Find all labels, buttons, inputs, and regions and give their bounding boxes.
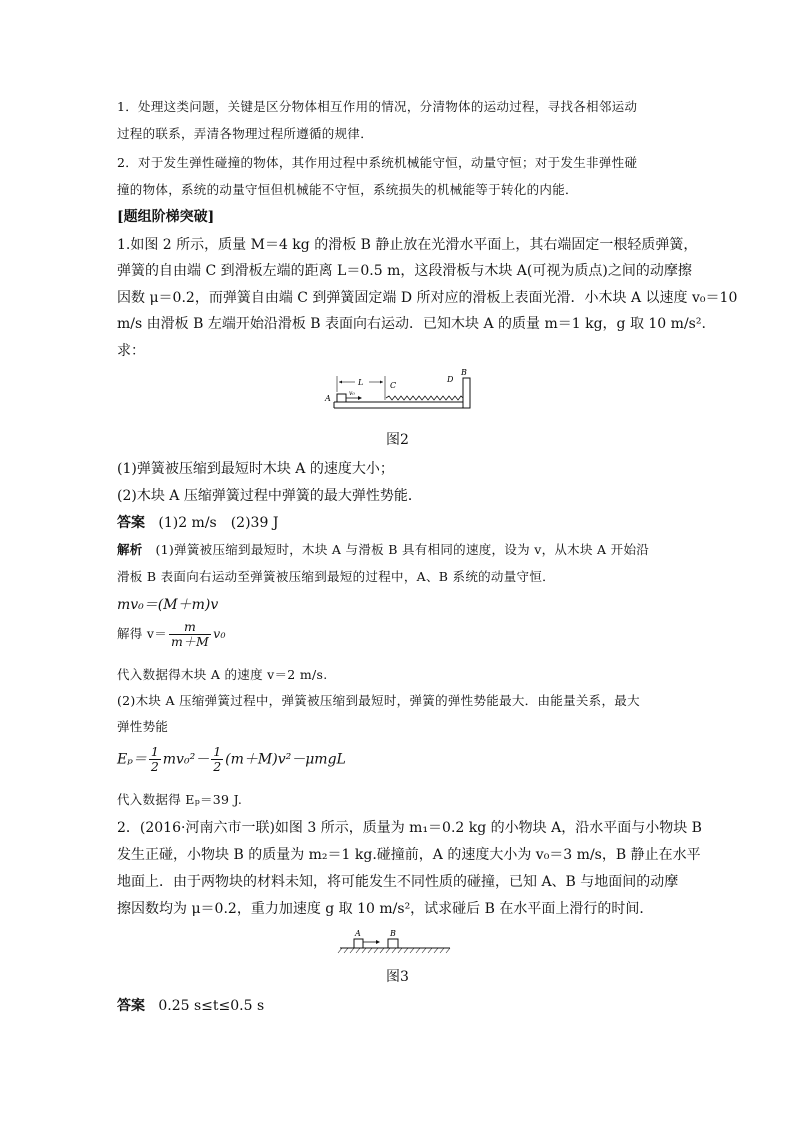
eq3-fraction-1 [149,745,161,774]
eq2-prefix: 解得 v＝ [117,626,168,641]
fig2-label-C: C [390,381,397,390]
eq3-frac1-den: 2 [150,759,159,774]
q1-analysis2-line2: 弹性势能 [117,719,169,734]
fig2-label-L: L [358,378,364,387]
q2-answer-label: 答案 [117,998,145,1014]
figure-3-diagram [336,926,456,958]
eq2-denominator: m＋M [171,634,210,649]
q1-line5: 求： [117,343,145,359]
q2-line4: 擦因数均为 μ＝0.2，重力加速度 g 取 10 m/s²，试求碰后 B 在水平面上滑行的时间． [117,901,654,917]
eq2-fraction [169,620,211,649]
intro-p2-line1: 2．对于发生弹性碰撞的物体，其作用过程中系统机械能守恒，动量守恒；对于发生非弹性碰 [117,155,638,170]
q1-analysis-line2: 滑板 B 表面向右运动至弹簧被压缩到最短的过程中，A、B 系统的动量守恒． [117,569,555,584]
intro-p1-line2: 过程的联系，弄清各物理过程所遵循的规律． [117,126,374,141]
q1-sub2: (2)木块 A 压缩弹簧过程中弹簧的最大弹性势能． [117,488,422,504]
q2-line2: 发生正碰，小物块 B 的质量为 m₂＝1 kg.碰撞前，A 的速度大小为 v₀＝3 m/s，B 静止在水平 [117,847,701,863]
q1-sub1: (1)弹簧被压缩到最短时木块 A 的速度大小； [117,461,394,477]
eq3-term2: (m＋M)v²－μmgL [225,751,346,768]
q2-answer-text: 0.25 s≤t≤0.5 s [158,998,265,1014]
q1-result2: 代入数据得 Eₚ＝39 J. [117,792,243,807]
fig2-label-A: A [325,394,331,403]
equation-momentum: mv₀＝(M＋m)v [117,597,219,613]
q1-line4: m/s 由滑板 B 左端开始沿滑板 B 表面向右运动．已知木块 A 的质量 m＝1 kg，g 取 10 m/s². [117,316,706,332]
equation-energy [117,745,346,774]
equation-solve-v [117,620,226,649]
analysis-label: 解析 [117,542,143,557]
fig2-label-v0: v₀ [349,390,355,397]
q1-analysis-line1 [117,540,649,558]
fig3-label-B: B [390,929,396,938]
answer-text: (1)2 m/s (2)39 J [158,515,279,531]
eq3-frac1-num: 1 [150,744,159,759]
q2-answer [117,995,264,1015]
eq3-lhs: Eₚ＝ [117,751,147,768]
q1-result1: 代入数据得木块 A 的速度 v＝2 m/s. [117,667,328,682]
eq3-frac2-num: 1 [213,744,222,759]
answer-label: 答案 [117,515,145,531]
figure-2-diagram [320,366,480,418]
q2-line1: 2．(2016·河南六市一联)如图 3 所示，质量为 m₁＝0.2 kg 的小物块 A，沿水平面与小物块 B [117,820,702,836]
q1-answer [117,512,278,532]
fig2-label-D: D [447,375,454,384]
figure-2-caption: 图2 [386,432,409,448]
eq3-frac2-den: 2 [213,759,222,774]
q1-line3: 因数 μ＝0.2，而弹簧自由端 C 到弹簧固定端 D 所对应的滑板上表面光滑．小木块 A 以速度 v₀＝10 [117,290,738,306]
eq3-term1: mv₀²－ [162,751,210,768]
analysis-text-1: (1)弹簧被压缩到最短时，木块 A 与滑板 B 具有相同的速度，设为 v，从木块 A 开始沿 [155,542,650,557]
q1-line1: 1.如图 2 所示，质量 M＝4 kg 的滑板 B 静止放在光滑水平面上，其右端固定一根轻质弹簧， [117,237,698,253]
eq2-suffix: v₀ [213,626,226,641]
section-header: [题组阶梯突破] [117,209,215,225]
q1-line2: 弹簧的自由端 C 到滑板左端的距离 L＝0.5 m，这段滑板与木块 A(可视为质点)之间的动摩擦 [117,263,692,279]
intro-p1-line1: 1．处理这类问题，关键是区分物体相互作用的情况，分清物体的运动过程，寻找各相邻运动 [117,99,638,114]
fig2-label-B: B [461,368,467,377]
eq3-fraction-2 [211,745,223,774]
q2-line3: 地面上．由于两物块的材料未知，将可能发生不同性质的碰撞，已知 A、B 与地面间的动摩 [117,874,679,890]
eq2-numerator: m [169,620,211,635]
q1-analysis2-line1: (2)木块 A 压缩弹簧过程中，弹簧被压缩到最短时，弹簧的弹性势能最大．由能量关系，最大 [117,693,640,708]
fig3-label-A: A [355,929,361,938]
figure-3-caption: 图3 [386,969,409,985]
intro-p2-line2: 撞的物体，系统的动量守恒但机械能不守恒，系统损失的机械能等于转化的内能． [117,182,578,197]
